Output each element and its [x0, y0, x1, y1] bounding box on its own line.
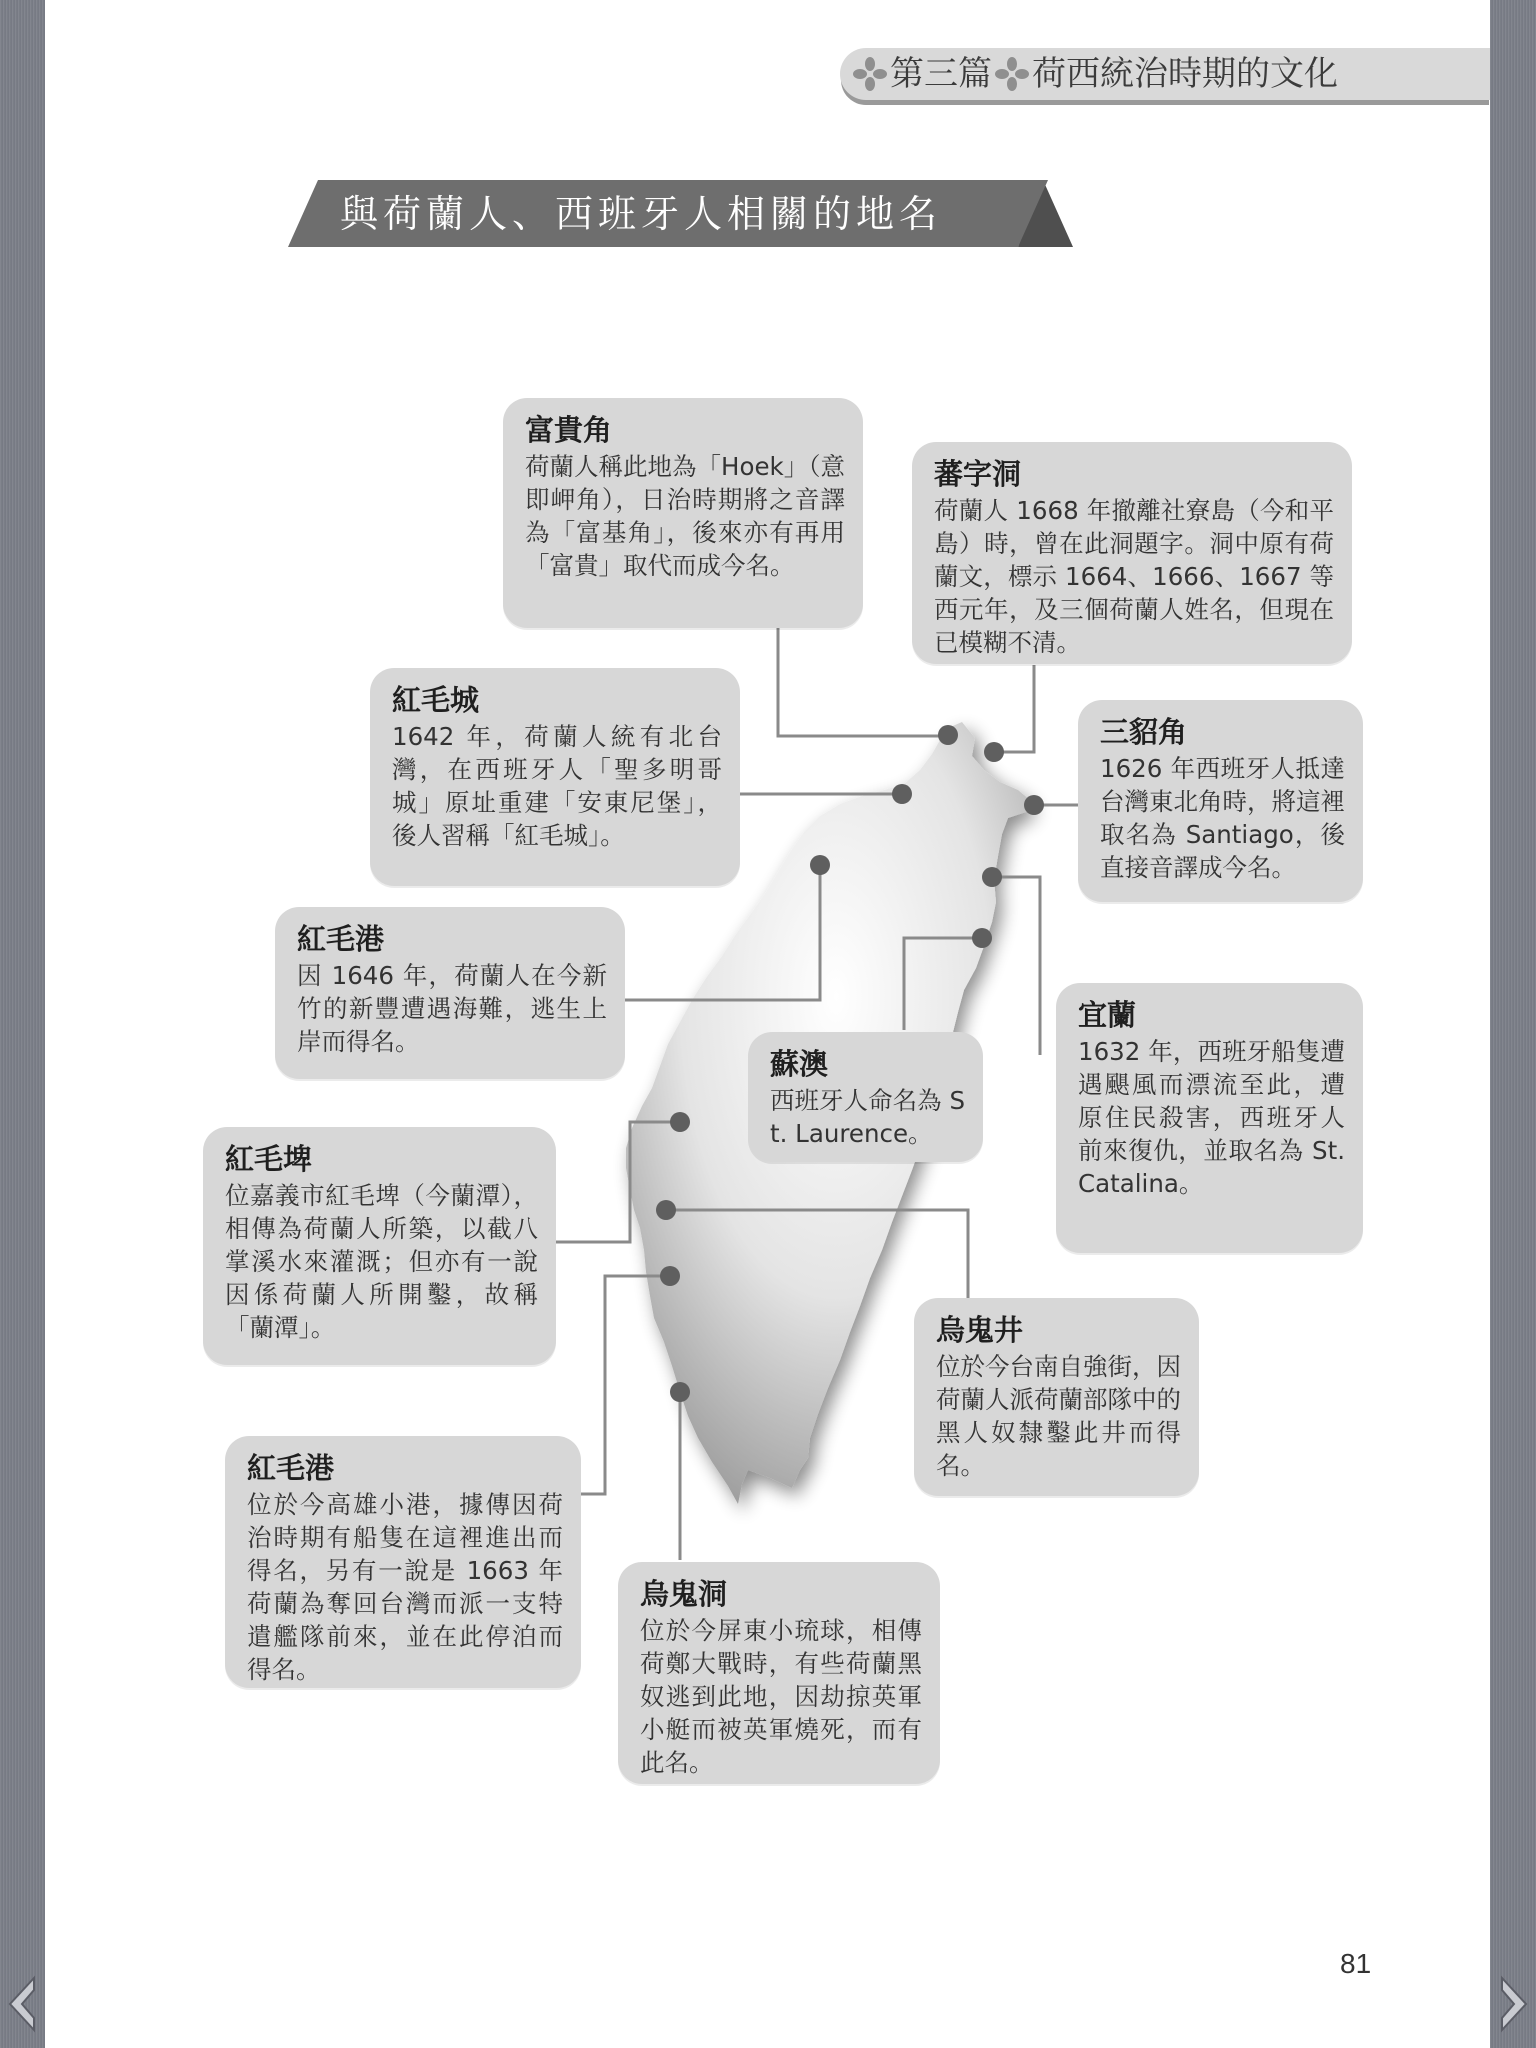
callout-title: 紅毛埤 [225, 1142, 313, 1176]
callout-text: 位於今屏東小琉球，相傳荷鄭大戰時，有些荷蘭黑奴逃到此地，因劫掠英軍小艇而被英軍燒死，而有此名。 [640, 1616, 922, 1777]
callout-text: 1632 年，西班牙船隻遭遇颶風而漂流至此，遭原住民殺害，西班牙人前來復仇，並取名為 St. Catalina。 [1078, 1037, 1345, 1198]
callout-text: 西班牙人命名為 St. Laurence。 [770, 1086, 965, 1148]
callout-text: 1626 年西班牙人抵達台灣東北角時，將這裡取名為 Santiago，後直接音譯成今名。 [1100, 754, 1345, 882]
callout-title: 三貂角 [1100, 715, 1188, 749]
dot-fuguijiao [938, 725, 958, 745]
page-number: 81 [1340, 1948, 1372, 1979]
dot-fanzidong [984, 742, 1004, 762]
dot-yilan [982, 867, 1002, 887]
header-part: 第三篇 [890, 54, 992, 94]
dot-hongmaopi [670, 1112, 690, 1132]
callout-text: 位於今台南自強街，因荷蘭人派荷蘭部隊中的黑人奴隸鑿此井而得名。 [936, 1352, 1181, 1480]
header-chapter: 荷西統治時期的文化 [1032, 54, 1338, 94]
callout-title: 蘇澳 [770, 1047, 829, 1081]
dot-wuguijing [656, 1200, 676, 1220]
dot-hongmaogang-south [660, 1266, 680, 1286]
callout-title: 紅毛城 [392, 683, 480, 717]
dot-hongmaogang-north [810, 855, 830, 875]
callout-yilan [1056, 983, 1363, 1253]
callout-suao [748, 1032, 983, 1162]
callout-text: 因 1646 年，荷蘭人在今新竹的新豐遭遇海難，逃生上岸而得名。 [297, 961, 607, 1056]
callout-wuguijing [914, 1298, 1199, 1496]
callout-hongmaogang-north [275, 907, 625, 1079]
callout-title: 紅毛港 [297, 922, 385, 956]
callout-title: 富貴角 [525, 413, 613, 447]
section-title: 與荷蘭人、西班牙人相關的地名 [340, 192, 943, 236]
callout-text: 荷蘭人稱此地為「Hoek」（意即岬角），日治時期將之音譯為「富基角」，後來亦有再用「富貴」取代而成今名。 [525, 452, 845, 580]
dot-hongmaocheng [892, 784, 912, 804]
callout-title: 烏鬼井 [936, 1313, 1024, 1347]
callout-text: 位嘉義市紅毛埤（今蘭潭），相傳為荷蘭人所築，以截八掌溪水來灌溉；但亦有一說因係荷蘭人所開鑿，故稱「蘭潭」。 [225, 1181, 538, 1342]
callout-hongmaogang-south [225, 1436, 581, 1688]
dot-sandiaojiao [1024, 795, 1044, 815]
callout-title: 蕃字洞 [934, 457, 1022, 491]
callout-sandiaojiao [1078, 700, 1363, 902]
callout-title: 宜蘭 [1078, 998, 1137, 1032]
callout-hongmaocheng [370, 668, 740, 886]
callout-hongmaopi [203, 1127, 556, 1365]
callout-text: 位於今高雄小港，據傳因荷治時期有船隻在這裡進出而得名，另有一說是 1663 年荷蘭為奪回台灣而派一支特遣艦隊前來，並在此停泊而得名。 [247, 1490, 563, 1684]
callout-text: 荷蘭人 1668 年撤離社寮島（今和平島）時，曾在此洞題字。洞中原有荷蘭文，標示 1664、1666、1667 等西元年，及三個荷蘭人姓名，但現在已模糊不清。 [934, 496, 1334, 657]
callout-title: 烏鬼洞 [640, 1577, 728, 1611]
callout-title: 紅毛港 [247, 1451, 335, 1485]
callout-fanzidong [912, 442, 1352, 664]
callout-text: 1642 年，荷蘭人統有北台灣，在西班牙人「聖多明哥城」原址重建「安東尼堡」，後人習稱「紅毛城」。 [392, 722, 722, 850]
callout-fuguijiao [503, 398, 863, 628]
callout-wuguidong [618, 1562, 940, 1784]
dot-suao [972, 928, 992, 948]
dot-wuguidong [670, 1382, 690, 1402]
